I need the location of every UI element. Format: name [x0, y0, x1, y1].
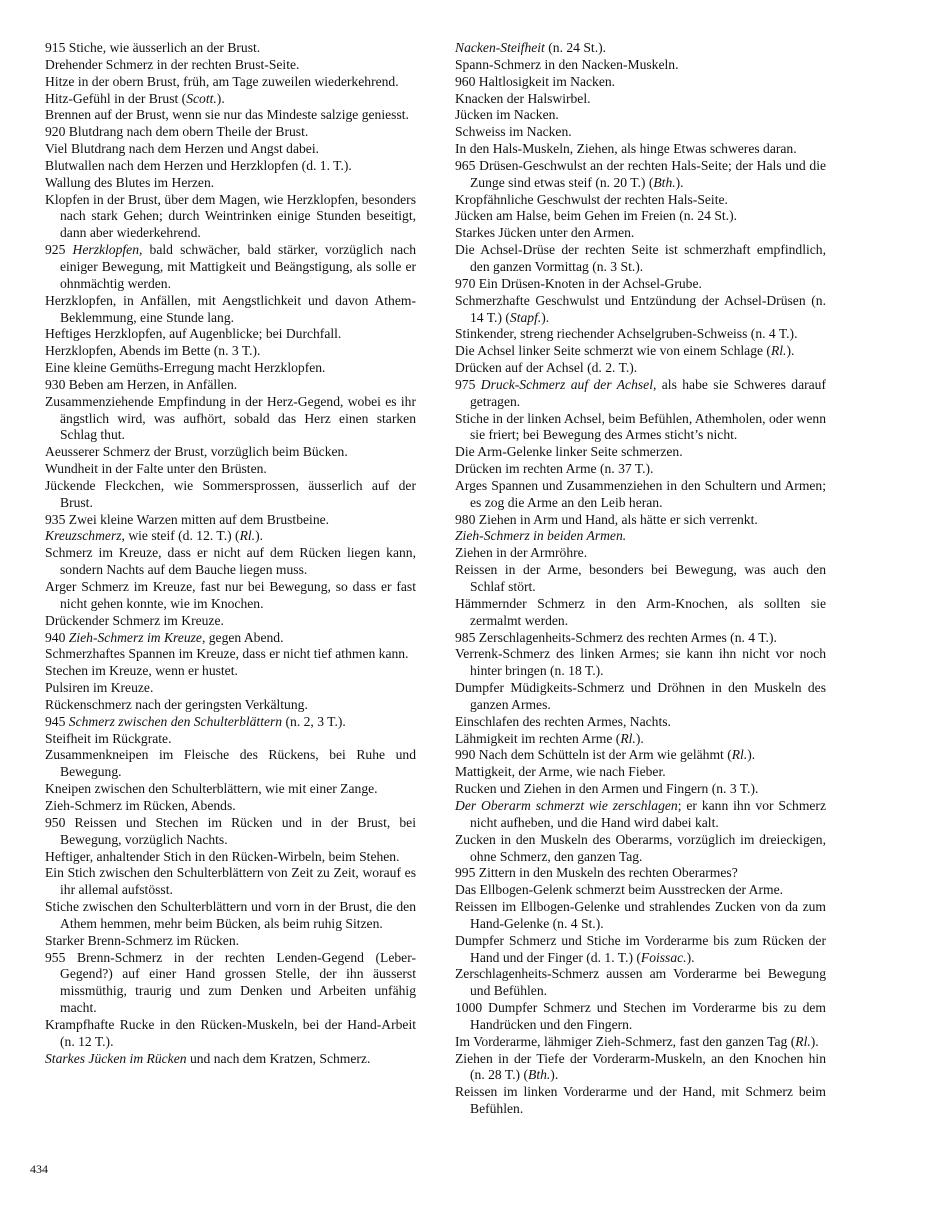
entry-text: ). [216, 90, 225, 106]
entry [30, 158, 416, 175]
entry [440, 360, 826, 377]
entry-text: Schmerzhafte Geschwulst und Entzündung der Achsel-Drüsen (n. 14 T.) ( [455, 292, 826, 325]
entry [440, 933, 826, 967]
numbered-entry [440, 377, 826, 411]
entry-text: Verrenk-Schmerz des linken Armes; sie kann ihn nicht vor noch hinter bringen (n. 18 T.). [455, 646, 826, 679]
entry-text-italic: Kreuzschmerz [45, 528, 122, 544]
entry-text: Nach dem Schütteln ist der Arm wie gelähmt ( [478, 747, 732, 763]
entry [30, 343, 416, 360]
entry [30, 933, 416, 950]
entry-text-italic: Druck-Schmerz auf der Achsel [480, 376, 653, 392]
entry [30, 798, 416, 815]
entry-text: Klopfen in der Brust, über dem Magen, wie Herzklopfen, besonders nach stark Gehen; durch Weintrinken einige Stunden beseitigt, dann aber wiederkehrend. [45, 191, 416, 241]
entry-text: Dumpfer Müdigkeits-Schmerz und Dröhnen in den Muskeln des ganzen Armes. [455, 680, 826, 712]
entry-number: 920 [45, 124, 66, 140]
entry-text: Ziehen in der Tiefe der Vorderarm-Muskeln, an den Knochen hin (n. 28 T.) ( [455, 1050, 826, 1083]
entry-text: Zieh-Schmerz im Rücken, Abends. [45, 797, 236, 813]
numbered-entry [440, 747, 826, 764]
entry [440, 444, 826, 461]
entry-text: Eine kleine Gemüths-Erregung macht Herzklopfen. [45, 360, 326, 376]
entry [30, 91, 416, 108]
entry-text: ). [686, 949, 695, 965]
entry-text: Blutwallen nach dem Herzen und Herzklopfen (d. 1. T.). [45, 157, 352, 173]
entry-text-italic: Rl. [239, 528, 256, 544]
entry [440, 40, 826, 57]
entry [440, 208, 826, 225]
entry-text: Ein Stich zwischen den Schulterblättern von Zeit zu Zeit, worauf es ihr allemal aufstösst. [45, 865, 416, 898]
entry-text: ). [255, 528, 263, 544]
entry [30, 731, 416, 748]
entry [30, 747, 416, 781]
entry-text: Zittern in den Muskeln des rechten Oberarmes? [478, 865, 738, 881]
entry-text-italic: Foissac. [640, 949, 687, 965]
entry-text: Starker Brenn-Schmerz im Rücken. [45, 932, 240, 948]
entry [30, 613, 416, 630]
entry-text: Brenn-Schmerz in der rechten Lenden-Gegend (Leber-Gegend?) auf einer Hand grossen Stelle, der ihn äusserst missmüthig, traurig und zum Denken und Arbeiten unfähig macht. [60, 949, 416, 1016]
entry-text: Krampfhafte Rucke in den Rücken-Muskeln, bei der Hand-Arbeit (n. 12 T.). [45, 1016, 416, 1049]
numbered-entry [30, 377, 416, 394]
entry [440, 478, 826, 512]
entry-text: Im Vorderarme, lähmiger Zieh-Schmerz, fast den ganzen Tag ( [455, 1033, 796, 1049]
entry [30, 680, 416, 697]
entry [30, 192, 416, 243]
entry-text: ). [635, 730, 644, 746]
entry-number: 985 [455, 629, 476, 645]
entry-text: ). [786, 343, 795, 359]
entry [30, 74, 416, 91]
entry [440, 781, 826, 798]
entry-text: Drückender Schmerz im Kreuze. [45, 612, 224, 628]
entry [440, 91, 826, 108]
entry-text: Die Achsel linker Seite schmerzt wie von einem Schlage ( [455, 343, 771, 359]
entry-number: 975 [455, 376, 476, 392]
entry-number: 990 [455, 747, 476, 763]
entry-text: Drücken im rechten Arme (n. 37 T.). [455, 461, 654, 477]
entry [30, 326, 416, 343]
entry-text-italic: Rl. [770, 343, 787, 359]
entry-text: Herzklopfen, Abends im Bette (n. 3 T.). [45, 343, 261, 359]
entry-text: Ein Drüsen-Knoten in der Achsel-Grube. [478, 275, 702, 291]
entry-number: 915 [45, 40, 66, 55]
entry-number: 960 [455, 73, 476, 89]
entry-text: Stiche in der linken Achsel, beim Befühlen, Athemholen, oder wenn sie friert; bei Bewegung des Armes sticht’s nicht. [455, 410, 826, 443]
entry-text: Zerschlagenheits-Schmerz aussen am Vorderarme bei Bewegung und Befühlen. [455, 966, 826, 999]
entry [30, 394, 416, 445]
entry-text: Blutdrang nach dem obern Theile der Brust. [68, 124, 309, 140]
entry-number: 950 [45, 814, 66, 830]
numbered-entry [30, 815, 416, 849]
entry [440, 646, 826, 680]
entry-text: Die Arm-Gelenke linker Seite schmerzen. [455, 444, 683, 460]
entry-text: Hämmernder Schmerz in den Arm-Knochen, als sollten sie zermalmt werden. [455, 595, 826, 628]
entry [30, 899, 416, 933]
entry-text-italic: Starkes Jücken im Rücken [45, 1050, 187, 1066]
entry [440, 966, 826, 1000]
entry [440, 764, 826, 781]
entry-number: 925 [45, 242, 66, 258]
entry-text: Ziehen in Arm und Hand, als hätte er sich verrenkt. [478, 511, 758, 527]
numbered-entry [440, 1000, 826, 1034]
entry-number: 980 [455, 511, 476, 527]
entry-text: , als habe sie Schweres darauf getragen. [470, 376, 826, 409]
entry-text: Wundheit in der Falte unter den Brüsten. [45, 461, 267, 477]
entry [440, 1051, 826, 1085]
entry [440, 411, 826, 445]
entry [440, 882, 826, 899]
entry-text: Jücken am Halse, beim Gehen im Freien (n. 24 St.). [455, 208, 738, 224]
entry-text: (n. 2, 3 T.). [282, 713, 346, 729]
entry-text-italic: Stapf. [509, 309, 542, 325]
entry-number: 970 [455, 275, 476, 291]
entry-number: 935 [45, 511, 66, 527]
left-column [30, 40, 416, 1067]
entry [30, 141, 416, 158]
entry [440, 57, 826, 74]
entry-text: Heftiges Herzklopfen, auf Augenblicke; bei Durchfall. [45, 326, 342, 342]
entry-text: (n. 24 St.). [544, 40, 607, 55]
entry-text: Knacken der Halswirbel. [455, 90, 591, 106]
numbered-entry [30, 630, 416, 647]
entry-text: Rückenschmerz nach der geringsten Verkältung. [45, 696, 308, 712]
entry-text: Zerschlagenheits-Schmerz des rechten Armes (n. 4 T.). [478, 629, 777, 645]
numbered-entry [30, 950, 416, 1017]
numbered-entry [440, 512, 826, 529]
entry-text-italic: Nacken-Steifheit [455, 40, 545, 55]
entry-number: 940 [45, 629, 66, 645]
numbered-entry [440, 276, 826, 293]
entry [30, 545, 416, 579]
entry-text: Spann-Schmerz in den Nacken-Muskeln. [455, 56, 679, 72]
entry-text: Steifheit im Rückgrate. [45, 730, 172, 746]
entry-text: Stinkender, streng riechender Achselgruben-Schweiss (n. 4 T.). [455, 326, 798, 342]
entry-text: Stiche, wie äusserlich an der Brust. [68, 40, 261, 55]
entry-text: ; er kann ihn vor Schmerz nicht aufheben, und die Hand wird dabei kalt. [470, 797, 826, 830]
entry-text: Das Ellbogen-Gelenk schmerzt beim Ausstrecken der Arme. [455, 882, 784, 898]
page-number: 434 [30, 1162, 48, 1176]
entry [30, 444, 416, 461]
entry-text-italic: Zieh-Schmerz in beiden Armen. [455, 528, 627, 544]
entry-text: Herzklopfen, in Anfällen, mit Aengstlichkeit und davon Athem-Beklemmung, eine Stunde lang. [45, 292, 416, 325]
entry-text: ). [541, 309, 550, 325]
entry [440, 731, 826, 748]
entry-number: 955 [45, 949, 66, 965]
entry-text: Arger Schmerz im Kreuze, fast nur bei Bewegung, so dass er fast nicht gehen konnte, wie im Knochen. [45, 579, 416, 611]
entry [440, 832, 826, 866]
entry-text: Die Achsel-Drüse der rechten Seite ist schmerzhaft empfindlich, den ganzen Vormittag (n. 3 St.). [455, 242, 826, 274]
entry-text: Reissen und Stechen im Rücken und in der Brust, bei Bewegung, vorzüglich Nachts. [60, 814, 416, 847]
entry [30, 1017, 416, 1051]
entry-text: Zusammenkneipen im Fleische des Rückens, bei Ruhe und Bewegung. [45, 747, 416, 780]
entry-text: Stechen im Kreuze, wenn er hustet. [45, 663, 238, 679]
entry [440, 124, 826, 141]
entry-text: Pulsiren im Kreuze. [45, 680, 154, 696]
entry-number: 930 [45, 376, 66, 392]
entry-text: Beben am Herzen, in Anfällen. [68, 376, 238, 392]
entry-text: Lähmigkeit im rechten Arme ( [455, 730, 621, 746]
entry-text-italic: Herzklopfen [72, 242, 139, 258]
numbered-entry [30, 40, 416, 57]
entry [30, 849, 416, 866]
entry [30, 360, 416, 377]
entry-text: Zusammenziehende Empfindung in der Herz-Gegend, wobei es ihr ängstlich wird, was aufhört, sobald das Herz einen starken Schlag thut. [45, 393, 416, 443]
entry [440, 1034, 826, 1051]
entry-text: Starkes Jücken unter den Armen. [455, 225, 635, 241]
entry-text: Reissen in der Arme, besonders bei Bewegung, was auch den Schlaf stört. [455, 562, 826, 594]
entry-text: ). [810, 1033, 819, 1049]
entry-text: Dumpfer Schmerz und Stechen im Vorderarme bis zu dem Handrücken und den Fingern. [470, 1000, 826, 1032]
entry-text: Reissen im linken Vorderarme und der Hand, mit Schmerz beim Befühlen. [455, 1084, 826, 1117]
entry-text: Einschlafen des rechten Armes, Nachts. [455, 713, 671, 729]
entry [30, 175, 416, 192]
entry [440, 798, 826, 832]
entry-text: Heftiger, anhaltender Stich in den Rücken-Wirbeln, beim Stehen. [45, 848, 400, 864]
entry [30, 1051, 416, 1068]
entry [30, 579, 416, 613]
entry [30, 293, 416, 327]
entry [440, 293, 826, 327]
entry [30, 528, 416, 545]
entry [440, 225, 826, 242]
entry-text-italic: Schmerz zwischen den Schulterblättern [68, 713, 283, 729]
entry-text-italic: Rl. [620, 730, 636, 746]
entry-text: Haltlosigkeit im Nacken. [478, 73, 616, 89]
entry-text-italic: Rl. [795, 1033, 811, 1049]
entry-text: Schmerzhaftes Spannen im Kreuze, dass er nicht tief athmen kann. [45, 646, 409, 662]
entry-text: Rucken und Ziehen in den Armen und Fingern (n. 3 T.). [455, 781, 759, 797]
entry [440, 326, 826, 343]
entry-text: Drehender Schmerz in der rechten Brust-Seite. [45, 56, 300, 72]
numbered-entry [30, 512, 416, 529]
entry-text-italic: Scott. [186, 90, 217, 106]
entry [440, 596, 826, 630]
entry-text-italic: Rl. [731, 747, 748, 763]
entry-text: ). [550, 1067, 559, 1083]
entry-text: Mattigkeit, der Arme, wie nach Fieber. [455, 764, 666, 780]
entry-text: Wallung des Blutes im Herzen. [45, 174, 215, 190]
entry [440, 242, 826, 276]
entry-text: Aeusserer Schmerz der Brust, vorzüglich beim Bücken. [45, 444, 348, 460]
entry [440, 899, 826, 933]
entry [440, 461, 826, 478]
numbered-entry [440, 630, 826, 647]
entry [440, 562, 826, 596]
entry-text: Jückende Fleckchen, wie Sommersprossen, äusserlich auf der Brust. [45, 477, 416, 510]
entry-text: In den Hals-Muskeln, Ziehen, als hinge Etwas schweres daran. [455, 141, 797, 157]
entry-text: ). [747, 747, 756, 763]
numbered-entry [30, 714, 416, 731]
entry-text: , gegen Abend. [201, 629, 284, 645]
entry-text: Kneipen zwischen den Schulterblättern, wie mit einer Zange. [45, 781, 378, 797]
entry-text: , wie steif (d. 12. T.) ( [121, 528, 240, 544]
entry-text: und nach dem Kratzen, Schmerz. [186, 1050, 371, 1066]
entry-text: Viel Blutdrang nach dem Herzen und Angst dabei. [45, 141, 320, 157]
entry-text-italic: Zieh-Schmerz im Kreuze [68, 629, 202, 645]
entry [440, 107, 826, 124]
entry-text: Kropfähnliche Geschwulst der rechten Hals-Seite. [455, 191, 728, 207]
entry-number: 995 [455, 865, 476, 881]
entry-text: Brennen auf der Brust, wenn sie nur das Mindeste salzige geniesst. [45, 107, 409, 123]
entry [30, 107, 416, 124]
entry [440, 192, 826, 209]
entry [440, 545, 826, 562]
entry-text: Drüsen-Geschwulst an der rechten Hals-Seite; der Hals und die Zunge sind etwas steif (n. 20 T.) ( [470, 157, 827, 190]
entry-text: Hitz-Gefühl in der Brust ( [45, 90, 187, 106]
entry [30, 865, 416, 899]
numbered-entry [440, 865, 826, 882]
entry [440, 1084, 826, 1118]
numbered-entry [440, 158, 826, 192]
right-column [440, 40, 826, 1118]
entry [30, 461, 416, 478]
entry-text: Dumpfer Schmerz und Stiche im Vorderarme bis zum Rücken der Hand und der Finger (d. 1. T.) ( [455, 932, 826, 965]
entry [440, 528, 826, 545]
entry [440, 343, 826, 360]
entry-text: Arges Spannen und Zusammenziehen in den Schultern und Armen; es zog die Arme an den Leib heran. [455, 477, 826, 510]
entry-text: Schmerz im Kreuze, dass er nicht auf dem Rücken liegen kann, sondern Nachts auf dem Bauche liegen muss. [45, 545, 416, 578]
entry-text-italic: Bth. [653, 174, 676, 190]
entry [30, 57, 416, 74]
entry-text: Drücken auf der Achsel (d. 2. T.). [455, 360, 638, 376]
entry-text: Stiche zwischen den Schulterblättern und vorn in der Brust, die den Athem hemmen, mehr beim Bücken, als beim ruhig Sitzen. [45, 899, 416, 931]
entry [30, 663, 416, 680]
entry-text: , bald schwächer, bald stärker, vorzüglich nach einiger Bewegung, mit Mattigkeit und Beängstigung, als solle er ohnmächtig werden. [60, 242, 416, 291]
numbered-entry [440, 74, 826, 91]
entry-text-italic: Bth. [528, 1067, 551, 1083]
entry-text: Zwei kleine Warzen mitten auf dem Brustbeine. [68, 511, 330, 527]
entry-text: Zucken in den Muskeln des Oberarms, vorzüglich im dreieckigen, ohne Schmerz, den ganzen Tag. [455, 831, 826, 864]
entry-text: Jücken im Nacken. [455, 107, 559, 123]
entry-number: 945 [45, 713, 66, 729]
entry [30, 781, 416, 798]
entry-text: Schweiss im Nacken. [455, 124, 572, 140]
entry-text: Ziehen in der Armröhre. [455, 545, 588, 561]
entry [440, 714, 826, 731]
entry-number: 1000 [455, 1000, 483, 1016]
entry-text: Reissen im Ellbogen-Gelenke und strahlendes Zucken von da zum Hand-Gelenke (n. 4 St.). [455, 899, 826, 931]
numbered-entry [30, 242, 416, 293]
entry-number: 965 [455, 157, 476, 173]
entry-text: ). [675, 174, 684, 190]
entry-text-italic: Der Oberarm schmerzt wie zerschlagen [455, 797, 678, 813]
entry [30, 646, 416, 663]
entry [440, 680, 826, 714]
entry [440, 141, 826, 158]
numbered-entry [30, 124, 416, 141]
entry [30, 697, 416, 714]
entry-text: Hitze in der obern Brust, früh, am Tage zuweilen wiederkehrend. [45, 73, 399, 89]
entry [30, 478, 416, 512]
